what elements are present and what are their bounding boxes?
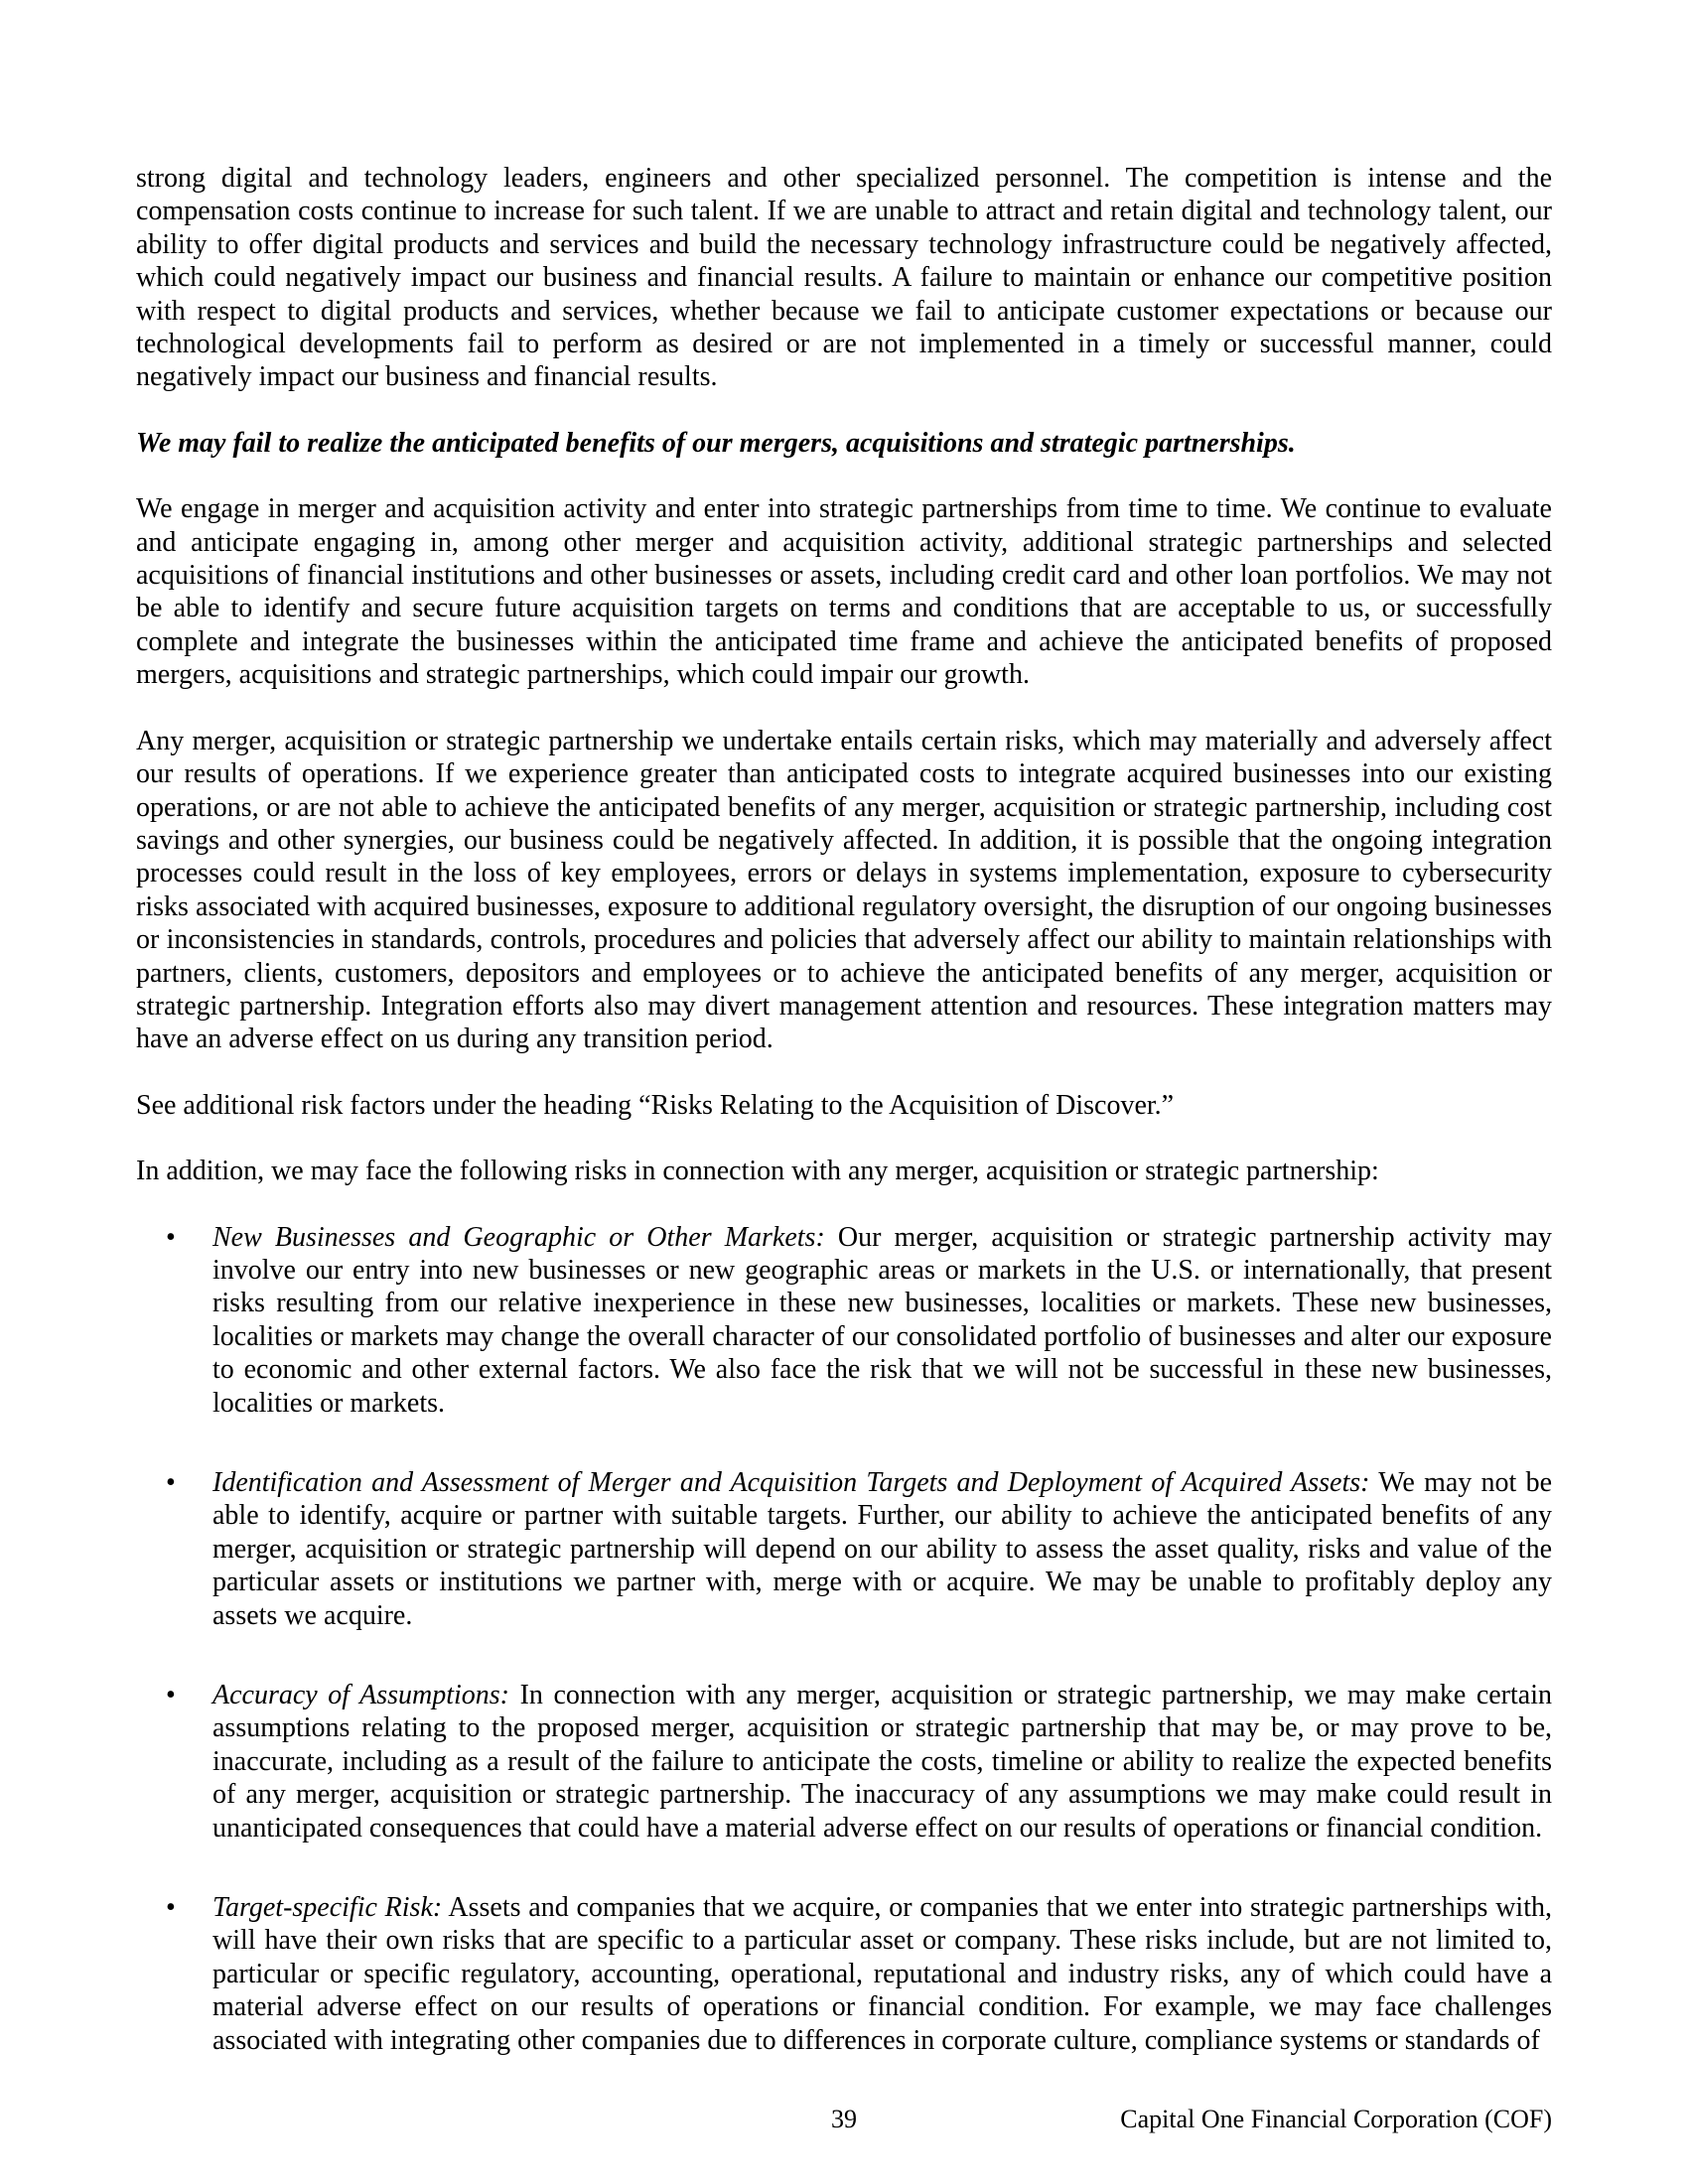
body-paragraph-continuation: strong digital and technology leaders, engineers and other specialized personnel. The competition is intense and the compensation costs continue to increase for such talent. If we are unable to attract and retain digital and technology talent, our ability to offer digital products and services and build the necessary technology infrastructure could be negatively affected, which could negatively impact our business and financial results. A failure to maintain or enhance our competitive position with respect to digital products and services, whether because we fail to anticipate customer expectations or because our technological developments fail to perform as desired or are not implemented in a timely or successful manner, could negatively impact our business and financial results. bbox=[136, 163, 1552, 393]
bullet-item-accuracy-of-assumptions bbox=[136, 1679, 1552, 1844]
bullet-icon: • bbox=[166, 1467, 176, 1498]
bullet-item-new-businesses bbox=[136, 1221, 1552, 1420]
bullet-icon: • bbox=[166, 1221, 176, 1253]
risk-bullet-list bbox=[136, 1221, 1552, 2058]
bullet-lead: Identification and Assessment of Merger and Acquisition Targets and Deployment of Acquired Assets: bbox=[212, 1467, 1370, 1498]
body-paragraph: We engage in merger and acquisition activity and enter into strategic partnerships from time to time. We continue to evaluate and anticipate engaging in, among other merger and acquisition activity, additional strategic partnerships and selected acquisitions of financial institutions and other businesses or assets, including credit card and other loan portfolios. We may not be able to identify and secure future acquisition targets on terms and conditions that are acceptable to us, or successfully complete and integrate the businesses within the anticipated time frame and achieve the anticipated benefits of proposed mergers, acquisitions and strategic partnerships, which could impair our growth. bbox=[136, 493, 1552, 691]
bullet-lead: New Businesses and Geographic or Other Markets: bbox=[212, 1221, 825, 1253]
risk-factor-heading: We may fail to realize the anticipated benefits of our mergers, acquisitions and strategic partnerships. bbox=[136, 427, 1296, 459]
bullet-text: In connection with any merger, acquisition or strategic partnership, we may make certain assumptions relating to the proposed merger, acquisition or strategic partnership that may be, or may prove to be, inaccurate, including as a result of the failure to anticipate the costs, timeline or ability to realize the expected benefits of any merger, acquisition or strategic partnership. The inaccuracy of any assumptions we may make could result in unanticipated consequences that could have a material adverse effect on our results of operations or financial condition. bbox=[212, 1680, 1552, 1843]
bullet-lead: Accuracy of Assumptions: bbox=[212, 1680, 510, 1711]
body-paragraph: Any merger, acquisition or strategic partnership we undertake entails certain risks, which may materially and adversely affect our results of operations. If we experience greater than anticipated costs to integrate acquired businesses into our existing operations, or are not able to achieve the anticipated benefits of any merger, acquisition or strategic partnership, including cost savings and other synergies, our business could be negatively affected. In addition, it is possible that the ongoing integration processes could result in the loss of key employees, errors or delays in systems implementation, exposure to cybersecurity risks associated with acquired businesses, exposure to additional regulatory oversight, the disruption of our ongoing businesses or inconsistencies in standards, controls, procedures and policies that adversely affect our ability to maintain relationships with partners, clients, customers, depositors and employees or to achieve the anticipated benefits of any merger, acquisition or strategic partnership. Integration efforts also may divert management attention and resources. These integration matters may have an adverse effect on us during any transition period. bbox=[136, 725, 1552, 1055]
footer-company-name: Capital One Financial Corporation (COF) bbox=[1120, 2105, 1552, 2133]
page-footer bbox=[136, 2103, 1552, 2136]
bullet-text: We may not be able to identify, acquire or partner with suitable targets. Further, our ability to achieve the anticipated benefits of any merger, acquisition or strategic partnership will depend on our ability to assess the asset quality, risks and value of the particular assets or institutions we partner with, merge with or acquire. We may be unable to profitably deploy any assets we acquire. bbox=[212, 1467, 1552, 1631]
bullet-item-identification-assessment bbox=[136, 1466, 1552, 1632]
page-number: 39 bbox=[831, 2105, 857, 2133]
cross-reference-paragraph: See additional risk factors under the heading “Risks Relating to the Acquisition of Discover.” bbox=[136, 1089, 1175, 1121]
page-content bbox=[136, 162, 1552, 2057]
bullet-text: Assets and companies that we acquire, or companies that we enter into strategic partnerships with, will have their own risks that are specific to a particular asset or company. These risks include, but are not limited to, particular or specific regulatory, accounting, operational, reputational and industry risks, any of which could have a material adverse effect on our results of operations or financial condition. For example, we may face challenges associated with integrating other companies due to differences in corporate culture, compliance systems or standards of bbox=[212, 1892, 1552, 2056]
bullet-item-target-specific-risk bbox=[136, 1891, 1552, 2057]
bullet-text: Our merger, acquisition or strategic partnership activity may involve our entry into new businesses or new geographic areas or markets in the U.S. or internationally, that present risks resulting from our relative inexperience in these new businesses, localities or markets. These new businesses, localities or markets may change the overall character of our consolidated portfolio of businesses and alter our exposure to economic and other external factors. We also face the risk that we will not be successful in these new businesses, localities or markets. bbox=[212, 1221, 1553, 1419]
bullet-icon: • bbox=[166, 1680, 176, 1711]
list-intro-paragraph: In addition, we may face the following risks in connection with any merger, acquisition or strategic partnership: bbox=[136, 1156, 1379, 1187]
bullet-lead: Target-specific Risk: bbox=[212, 1892, 443, 1924]
bullet-icon: • bbox=[166, 1892, 176, 1924]
